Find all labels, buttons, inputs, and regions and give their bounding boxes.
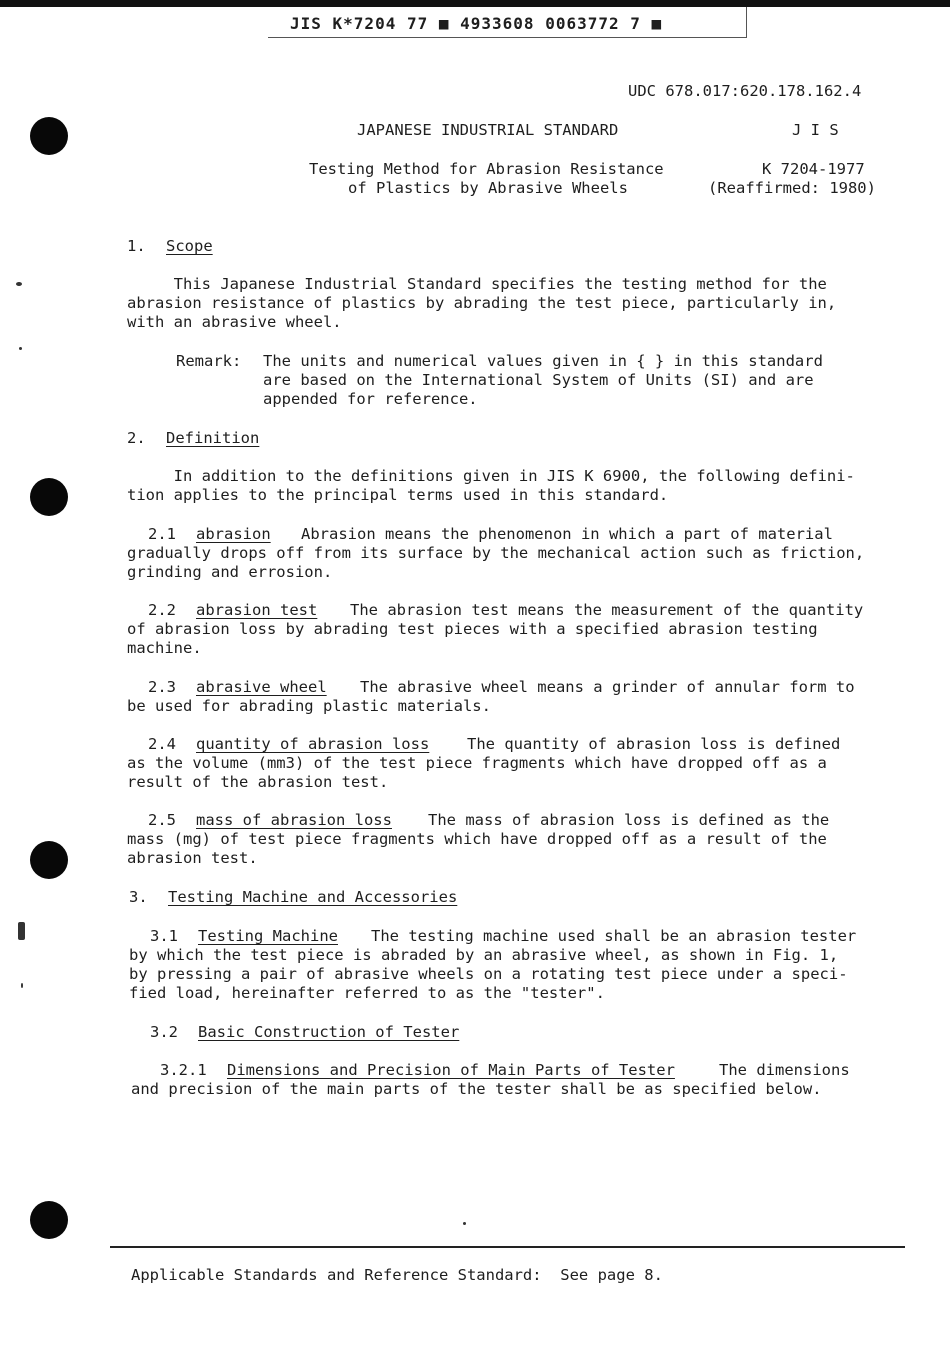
def-2-2-number: 2.2 bbox=[148, 601, 176, 619]
clause-3-1-term: Testing Machine bbox=[198, 927, 338, 945]
clause-3-2-number: 3.2 bbox=[150, 1023, 178, 1041]
def-2-1-term: abrasion bbox=[196, 525, 271, 543]
def-2-2-text: The abrasion test means the measurement of the quantity bbox=[350, 601, 864, 619]
punch-hole-1 bbox=[30, 117, 68, 155]
document-title-line2: of Plastics by Abrasive Wheels bbox=[348, 179, 628, 197]
reaffirmed-year: (Reaffirmed: 1980) bbox=[708, 179, 876, 197]
jis-mark: J I S bbox=[792, 121, 839, 139]
def-2-2-term: abrasion test bbox=[196, 601, 318, 619]
def-2-5-continuation: mass (mg) of test piece fragments which have dropped off as a result of the abrasion test. bbox=[127, 830, 827, 868]
clause-3-1-continuation: by which the test piece is abraded by an abrasive wheel, as shown in Fig. 1, by pressing a pair of abrasive wheels on a rotating test piece under a speci- fied load, hereinafter referred to as the "tester". bbox=[129, 946, 848, 1003]
clause-3-1-text: The testing machine used shall be an abrasion tester bbox=[371, 927, 857, 945]
def-2-3-term: abrasive wheel bbox=[196, 678, 327, 696]
def-2-4-term: quantity of abrasion loss bbox=[196, 735, 430, 753]
document-title-line1: Testing Method for Abrasion Resistance bbox=[309, 160, 664, 178]
scan-speck bbox=[16, 282, 22, 286]
scan-speck bbox=[21, 983, 23, 988]
section-1-title: Scope bbox=[166, 237, 213, 255]
clause-3-2-1-term: Dimensions and Precision of Main Parts of Tester bbox=[227, 1061, 675, 1079]
def-2-5-text: The mass of abrasion loss is defined as the bbox=[428, 811, 830, 829]
def-2-2-continuation: of abrasion loss by abrading test pieces with a specified abrasion testing machine. bbox=[127, 620, 818, 658]
clause-3-2-1-number: 3.2.1 bbox=[160, 1061, 207, 1079]
scope-paragraph: This Japanese Industrial Standard specifies the testing method for the abrasion resistance of plastics by abrading the test piece, particularly in, with an abrasive wheel. bbox=[127, 275, 837, 332]
clause-3-2-1-continuation: and precision of the main parts of the tester shall be as specified below. bbox=[131, 1080, 822, 1098]
definition-intro: In addition to the definitions given in JIS K 6900, the following defini- tion applies to the principal terms used in this standard. bbox=[127, 467, 855, 505]
standard-org: JAPANESE INDUSTRIAL STANDARD bbox=[357, 121, 619, 139]
def-2-4-text: The quantity of abrasion loss is defined bbox=[467, 735, 841, 753]
scan-speck bbox=[463, 1222, 466, 1225]
clause-3-2-1-text: The dimensions bbox=[719, 1061, 850, 1079]
def-2-4-number: 2.4 bbox=[148, 735, 176, 753]
punch-hole-4 bbox=[30, 1201, 68, 1239]
punch-hole-2 bbox=[30, 478, 68, 516]
section-3-title: Testing Machine and Accessories bbox=[168, 888, 458, 906]
def-2-5-term: mass of abrasion loss bbox=[196, 811, 392, 829]
footer-note: Applicable Standards and Reference Standard: See page 8. bbox=[131, 1266, 663, 1284]
scan-speck bbox=[18, 922, 25, 940]
scan-top-border bbox=[0, 0, 950, 7]
footer-rule bbox=[110, 1246, 905, 1248]
def-2-1-text: Abrasion means the phenomenon in which a part of material bbox=[301, 525, 833, 543]
udc-number: UDC 678.017:620.178.162.4 bbox=[628, 82, 862, 100]
def-2-5-number: 2.5 bbox=[148, 811, 176, 829]
scan-speck bbox=[19, 347, 22, 350]
punch-hole-3 bbox=[30, 841, 68, 879]
standard-number: K 7204-1977 bbox=[762, 160, 865, 178]
def-2-4-continuation: as the volume (mm3) of the test piece fragments which have dropped off as a result of the abrasion test. bbox=[127, 754, 827, 792]
document-code-line: JIS K*7204 77 ■ 4933608 0063772 7 ■ bbox=[290, 14, 663, 33]
def-2-3-number: 2.3 bbox=[148, 678, 176, 696]
section-2-number: 2. bbox=[127, 429, 146, 447]
clause-3-1-number: 3.1 bbox=[150, 927, 178, 945]
section-3-number: 3. bbox=[129, 888, 148, 906]
section-1-number: 1. bbox=[127, 237, 146, 255]
section-2-title: Definition bbox=[166, 429, 260, 447]
def-2-3-text: The abrasive wheel means a grinder of annular form to bbox=[360, 678, 855, 696]
remark-text: The units and numerical values given in { } in this standard are based on the International System of Units (SI) and are appended for reference. bbox=[263, 352, 823, 409]
remark-label: Remark: bbox=[176, 352, 242, 370]
def-2-1-continuation: gradually drops off from its surface by the mechanical action such as friction, grinding and errosion. bbox=[127, 544, 865, 582]
clause-3-2-title: Basic Construction of Tester bbox=[198, 1023, 460, 1041]
def-2-1-number: 2.1 bbox=[148, 525, 176, 543]
def-2-3-continuation: be used for abrading plastic materials. bbox=[127, 697, 491, 715]
